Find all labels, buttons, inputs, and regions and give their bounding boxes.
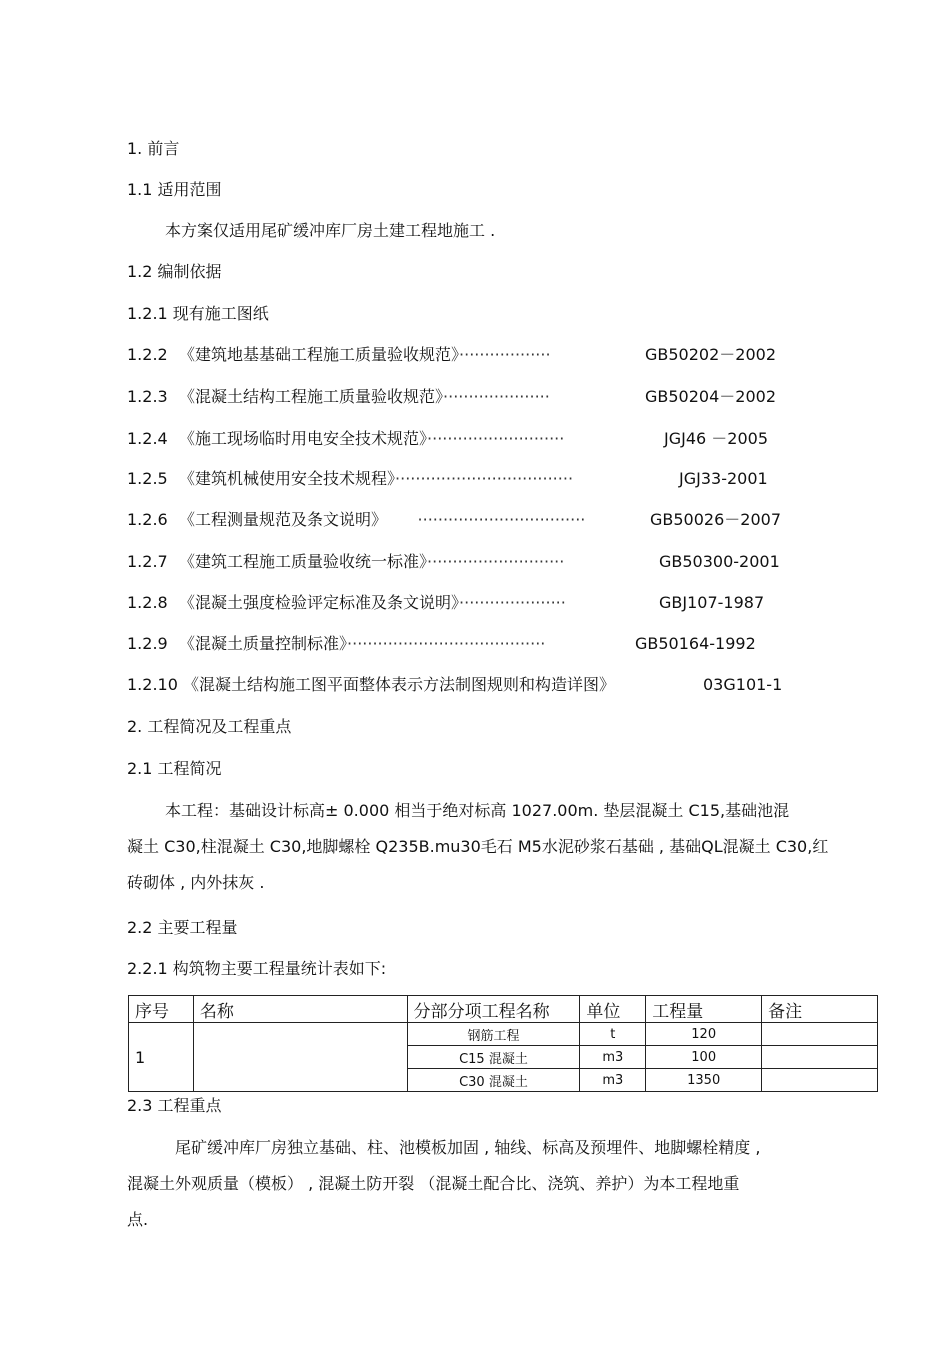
reference-code: GBJ107-1987 bbox=[659, 593, 765, 612]
table-header-cell: 序号 bbox=[129, 996, 194, 1023]
reference-number: 1.2.9 bbox=[127, 634, 168, 653]
reference-item bbox=[127, 469, 787, 489]
reference-number: 1.2.6 bbox=[127, 510, 168, 529]
table-cell-item: C15 混凝土 bbox=[407, 1046, 580, 1069]
paragraph-2-1 bbox=[127, 793, 867, 901]
table-cell-note bbox=[762, 1046, 878, 1069]
table-cell-item: 钢筋工程 bbox=[407, 1023, 580, 1046]
reference-number: 1.2.4 bbox=[127, 429, 168, 448]
reference-number: 1.2.5 bbox=[127, 469, 168, 488]
table-cell-unit: m3 bbox=[580, 1069, 646, 1092]
table-cell-qty: 100 bbox=[646, 1046, 762, 1069]
reference-title: 《建筑地基基础工程施工质量验收规范》·················· bbox=[179, 345, 551, 364]
reference-code: 03G101-1 bbox=[703, 675, 783, 694]
table-cell-qty: 1350 bbox=[646, 1069, 762, 1092]
paragraph-line: 点. bbox=[127, 1210, 149, 1229]
reference-number: 1.2.2 bbox=[127, 345, 168, 364]
heading-1: 1. 前言 bbox=[127, 139, 180, 158]
reference-title: 《混凝土结构施工图平面整体表示方法制图规则和构造详图》 bbox=[183, 675, 616, 694]
heading-2: 2. 工程简况及工程重点 bbox=[127, 717, 292, 736]
reference-code: GB50300-2001 bbox=[659, 552, 780, 571]
heading-2-2: 2.2 主要工程量 bbox=[127, 918, 238, 937]
reference-code: JGJ33-2001 bbox=[679, 469, 768, 488]
reference-code: GB50026－2007 bbox=[650, 510, 781, 529]
heading-1-1: 1.1 适用范围 bbox=[127, 180, 222, 199]
reference-code: JGJ46 －2005 bbox=[664, 429, 769, 448]
table-cell-qty: 120 bbox=[646, 1023, 762, 1046]
heading-2-2-1: 2.2.1 构筑物主要工程量统计表如下: bbox=[127, 959, 387, 978]
table-cell-unit: t bbox=[580, 1023, 646, 1046]
reference-title: 《混凝土结构工程施工质量验收规范》····················· bbox=[179, 387, 550, 406]
table-header-cell: 单位 bbox=[580, 996, 646, 1023]
paragraph-line: 砖砌体 , 内外抹灰 . bbox=[127, 873, 265, 892]
reference-code: GB50164-1992 bbox=[635, 634, 756, 653]
quantity-table bbox=[128, 995, 878, 1092]
table-cell-name bbox=[193, 1023, 407, 1092]
table-cell-unit: m3 bbox=[580, 1046, 646, 1069]
reference-title: 《施工现场临时用电安全技术规范》··························· bbox=[179, 429, 565, 448]
reference-item bbox=[127, 675, 787, 695]
table-cell-row-number: 1 bbox=[129, 1023, 194, 1092]
reference-item bbox=[127, 634, 787, 654]
paragraph-line: 混凝土外观质量（模板） , 混凝土防开裂 （混凝土配合比、浇筑、养护）为本工程地重 bbox=[127, 1174, 740, 1193]
reference-title: 《工程测量规范及条文说明》 ································· bbox=[179, 510, 586, 529]
table-cell-item: C30 混凝土 bbox=[407, 1069, 580, 1092]
reference-item bbox=[127, 345, 787, 365]
paragraph-1-1: 本方案仅适用尾矿缓冲库厂房土建工程地施工 . bbox=[165, 221, 496, 240]
reference-item bbox=[127, 429, 787, 449]
paragraph-line: 尾矿缓冲库厂房独立基础、柱、池模板加固 , 轴线、标高及预埋件、地脚螺栓精度 , bbox=[175, 1138, 761, 1157]
paragraph-line: 本工程：基础设计标高± 0.000 相当于绝对标高 1027.00m. 垫层混凝土 C15,基础池混 bbox=[165, 801, 790, 820]
paragraph-2-3 bbox=[127, 1130, 867, 1238]
reference-title: 《混凝土强度检验评定标准及条文说明》····················· bbox=[179, 593, 566, 612]
reference-item bbox=[127, 387, 787, 407]
table-cell-note bbox=[762, 1023, 878, 1046]
reference-number: 1.2.7 bbox=[127, 552, 168, 571]
table-row bbox=[129, 1023, 878, 1046]
reference-code: GB50204－2002 bbox=[645, 387, 776, 406]
table-header-cell: 工程量 bbox=[646, 996, 762, 1023]
heading-2-3: 2.3 工程重点 bbox=[127, 1096, 222, 1115]
table-header-cell: 备注 bbox=[762, 996, 878, 1023]
reference-item bbox=[127, 593, 787, 613]
reference-code: GB50202－2002 bbox=[645, 345, 776, 364]
reference-title: 《建筑工程施工质量验收统一标准》··························· bbox=[179, 552, 565, 571]
table-header-row bbox=[129, 996, 878, 1023]
heading-2-1: 2.1 工程简况 bbox=[127, 759, 222, 778]
reference-number: 1.2.3 bbox=[127, 387, 168, 406]
heading-1-2: 1.2 编制依据 bbox=[127, 262, 222, 281]
reference-number: 1.2.8 bbox=[127, 593, 168, 612]
reference-number: 1.2.10 bbox=[127, 675, 178, 694]
reference-item bbox=[127, 510, 787, 530]
table-cell-note bbox=[762, 1069, 878, 1092]
table-header-cell: 分部分项工程名称 bbox=[407, 996, 580, 1023]
reference-title: 《建筑机械使用安全技术规程》··································· bbox=[179, 469, 574, 488]
table-header-cell: 名称 bbox=[193, 996, 407, 1023]
reference-title: 《混凝土质量控制标准》······································· bbox=[179, 634, 546, 653]
reference-item bbox=[127, 552, 787, 572]
heading-1-2-1: 1.2.1 现有施工图纸 bbox=[127, 304, 269, 323]
paragraph-line: 凝土 C30,柱混凝土 C30,地脚螺栓 Q235B.mu30毛石 M5水泥砂浆石基础 , 基础QL混凝土 C30,红 bbox=[127, 837, 829, 856]
